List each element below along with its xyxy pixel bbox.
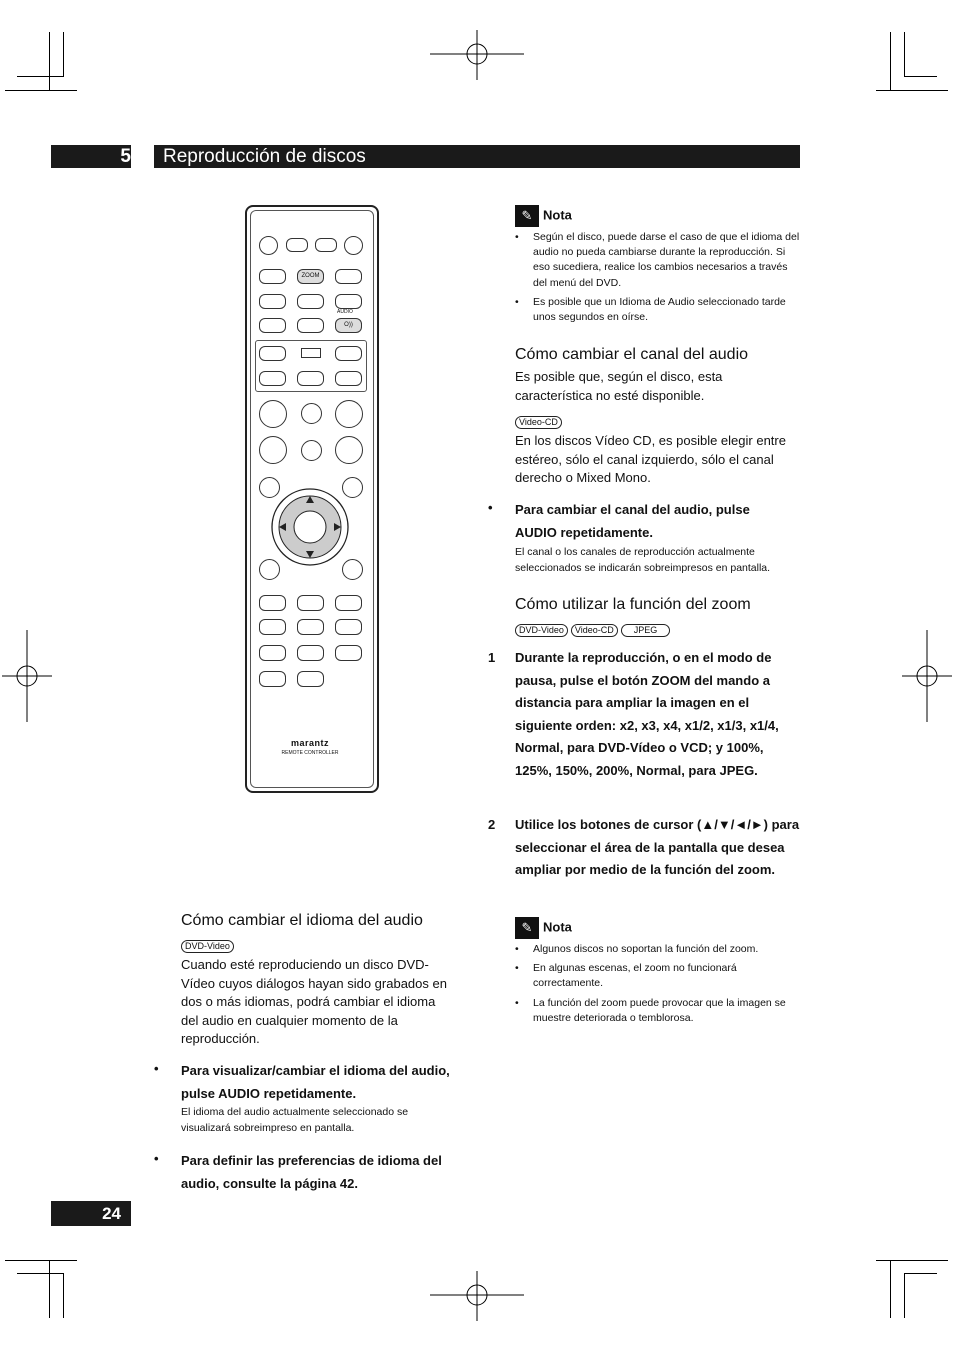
section-heading-audio-channel: Cómo cambiar el canal del audio [515, 346, 749, 363]
chapter-number: 5 [51, 145, 131, 168]
registration-mark-bottom [430, 1271, 524, 1321]
badge-jpeg: JPEG [621, 624, 671, 637]
badge-video-cd: Video-CD [515, 416, 562, 429]
bullet-note-audio-channel: El canal o los canales de reproducción actualmente seleccionados se indicarán sobreimpresos en pantalla. [515, 546, 771, 574]
disc-type-badges [515, 620, 673, 638]
page-number: 24 [51, 1201, 131, 1226]
section-heading-zoom: Cómo utilizar la función del zoom [515, 596, 751, 613]
note-list-2 [515, 942, 800, 1030]
disc-type-badges [181, 936, 237, 954]
registration-mark-right [902, 630, 952, 722]
audio-button: O)) [335, 318, 362, 333]
dpad-graphic [247, 207, 377, 791]
note-header-1: ✎ Nota [515, 205, 572, 227]
brand-logo: marantz [290, 738, 329, 748]
badge-video-cd: Video-CD [571, 624, 618, 637]
note-item: • La función del zoom puede provocar que la imagen se muestre deteriorada o temblorosa. [515, 996, 786, 1024]
note-item: • Según el disco, puede darse el caso de que el idioma del audio no pueda cambiarse durante la reproducción. Si eso sucediera, realice los cambios necesarios a través del menú del DVD. [515, 231, 800, 289]
note-item: • En algunas escenas, el zoom no funcionará correctamente. [515, 962, 737, 990]
registration-mark-top [430, 30, 524, 80]
note-item: • Algunos discos no soportan la función del zoom. [515, 943, 759, 955]
channel-intro: Es posible que, según el disco, esta característica no esté disponible. [515, 369, 723, 403]
zoom-step-2: 2 Utilice los botones de cursor (▲/▼/◄/►) para seleccionar el área de la pantalla que desea ampliar por medio de la función del zoom. [488, 817, 800, 878]
note-item: • Es posible que un Idioma de Audio seleccionado tarde unos segundos en oírse. [515, 295, 786, 324]
channel-paragraph: En los discos Vídeo CD, es posible elegir entre estéreo, sólo el canal izquierdo, sólo el canal derecho o Mixed Mono. [515, 433, 786, 485]
section-heading-audio-language: Cómo cambiar el idioma del audio [181, 912, 423, 929]
note-header-2: ✎ Nota [515, 917, 572, 939]
note-list-1 [515, 230, 800, 329]
paragraph-audio-language: Cuando esté reproduciendo un disco DVD-Vídeo cuyos diálogos hayan sido grabados en dos o más idiomas, podrá cambiar el idioma del audio en cualquier momento de la reproducción. [181, 957, 447, 1046]
zoom-button: ZOOM [297, 269, 324, 284]
badge-dvd-video: DVD-Video [515, 624, 568, 637]
pencil-note-icon: ✎ [515, 205, 539, 227]
bullet-note-audio-language: El idioma del audio actualmente seleccionado se visualizará sobreimpreso en pantalla. [181, 1106, 409, 1134]
audio-label: AUDIO [337, 309, 353, 315]
model-label: REMOTE CONTROLLER [281, 750, 339, 756]
disc-type-badges [515, 412, 565, 430]
remote-control-illustration [245, 205, 379, 793]
pencil-note-icon: ✎ [515, 917, 539, 939]
badge-dvd-video: DVD-Video [181, 940, 234, 953]
zoom-step-1: 1 Durante la reproducción, o en el modo de pausa, pulse el botón ZOOM del mando a distancia para ampliar la imagen en el siguiente orden: x2, x3, x4, x1/2, x1/3, x1/4, Normal, para DVD-Vídeo o VCD; y 100%, 125%, 150%, 200%, Normal, para JPEG. [488, 650, 779, 778]
chapter-title: Reproducción de discos [154, 145, 800, 168]
registration-mark-left [2, 630, 52, 722]
